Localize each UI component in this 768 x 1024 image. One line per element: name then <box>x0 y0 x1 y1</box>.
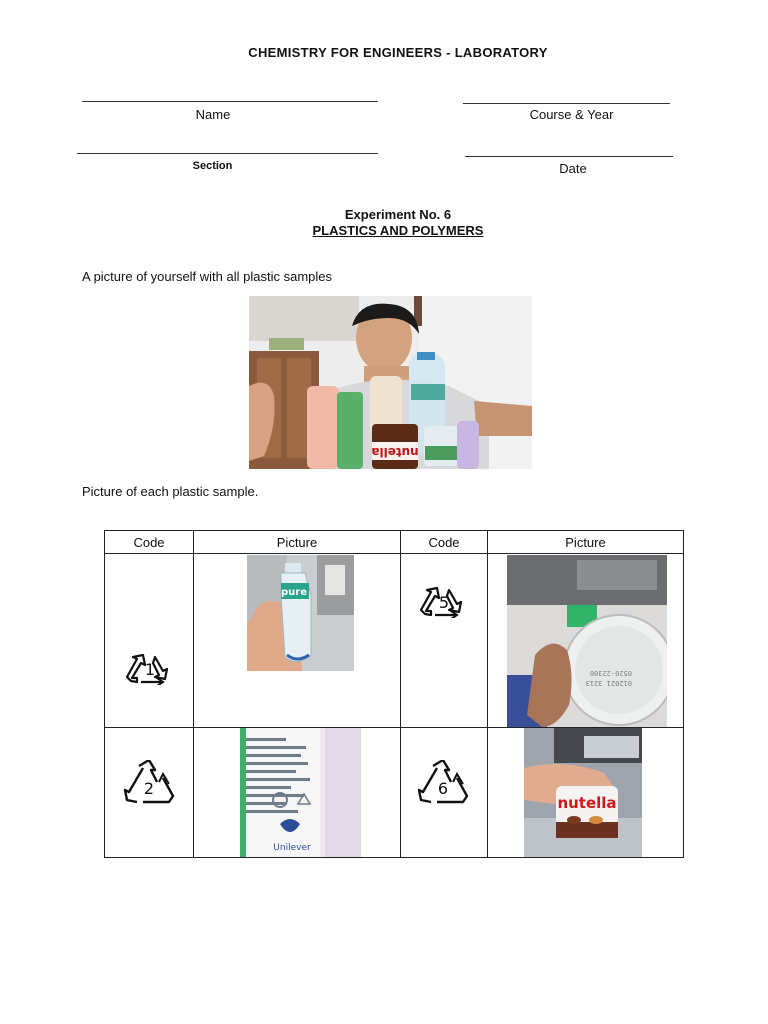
course-year-label: Course & Year <box>529 107 614 122</box>
recycle-code-2-number: 2 <box>143 779 155 798</box>
code-cell-1 <box>105 554 194 728</box>
shampoo-brand: Unilever <box>273 843 311 853</box>
picture-cell-1 <box>194 554 401 728</box>
samples-table <box>104 530 684 858</box>
recycle-code-2-icon <box>123 760 175 811</box>
header-picture-1: Picture <box>194 531 401 554</box>
recycle-code-1-icon <box>125 651 175 690</box>
ps-jar-photo <box>524 728 642 857</box>
date-label: Date <box>559 161 587 176</box>
date-line <box>465 156 673 157</box>
course-year-line <box>463 103 670 104</box>
code-cell-5 <box>401 554 488 728</box>
name-label: Name <box>195 107 231 122</box>
each-sample-instruction: Picture of each plastic sample. <box>82 484 259 499</box>
self-picture-instruction: A picture of yourself with all plastic samples <box>82 269 332 284</box>
group-photo <box>249 296 532 469</box>
experiment-topic: PLASTICS AND POLYMERS <box>312 223 484 238</box>
jar-label: nutella <box>557 794 617 812</box>
name-line <box>82 101 378 102</box>
document-title: CHEMISTRY FOR ENGINEERS - LABORATORY <box>248 45 548 60</box>
svg-text:0520-22300: 0520-22300 <box>589 669 632 677</box>
group-photo-jar-label: nutella <box>371 445 419 459</box>
svg-text:012021 3213: 012021 3213 <box>585 679 632 687</box>
recycle-code-5-icon <box>419 584 469 623</box>
recycle-code-5-number: 5 <box>438 593 450 612</box>
picture-cell-5 <box>488 554 684 728</box>
section-line <box>77 153 378 154</box>
header-code-2: Code <box>401 531 488 554</box>
recycle-code-6-number: 6 <box>437 779 449 798</box>
section-label: Section <box>192 160 233 172</box>
hdpe-bottle-photo <box>240 728 361 857</box>
picture-cell-6 <box>488 728 684 858</box>
pet-bottle-photo <box>247 555 354 671</box>
header-picture-2: Picture <box>488 531 684 554</box>
recycle-code-6-icon <box>417 760 469 811</box>
header-code-1: Code <box>105 531 194 554</box>
experiment-number: Experiment No. 6 <box>344 207 452 222</box>
picture-cell-2 <box>194 728 401 858</box>
bottle-label: pure <box>281 587 307 598</box>
pp-container-photo <box>507 555 667 727</box>
recycle-code-1-number: 1 <box>144 660 156 679</box>
code-cell-2 <box>105 728 194 858</box>
code-cell-6 <box>401 728 488 858</box>
